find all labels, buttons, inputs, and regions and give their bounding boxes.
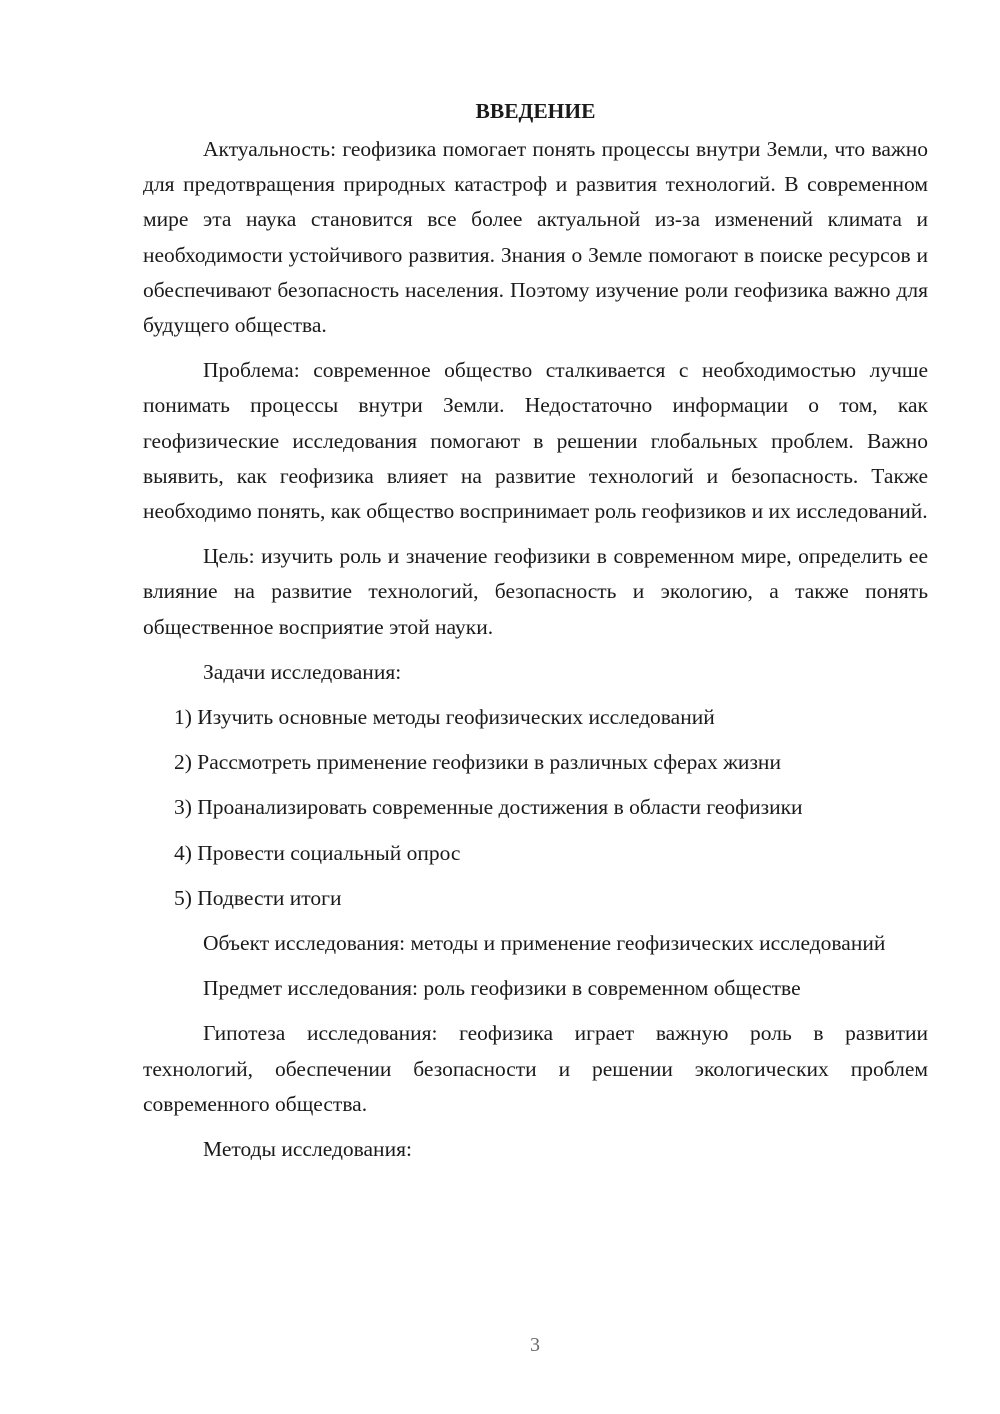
hypothesis-paragraph: Гипотеза исследования: геофизика играет важную роль в развитии технологий, обеспечении безопасности и решении экологических проблем современного общества. [143,1021,928,1116]
tasks-heading: Задачи исследования: [203,659,402,684]
task-item-5: 5) Подвести итоги [174,885,342,910]
task-item-2: 2) Рассмотреть применение геофизики в различных сферах жизни [174,750,781,775]
page-number: 3 [530,1334,540,1356]
task-item-3: 3) Проанализировать современные достижения в области геофизики [174,795,803,820]
tasks-list [143,700,928,916]
subject-paragraph: Предмет исследования: роль геофизики в современном обществе [203,976,801,1001]
section-title: ВВЕДЕНИЕ [475,99,596,123]
document-page [143,96,928,1177]
problem-paragraph: Проблема: современное общество сталкивается с необходимостью лучше понимать процессы внутри Земли. Недостаточно информации о том, как геофизические исследования помогают в решении глобальных проблем. Важно выявить, как геофизика влияет на развитие технологий и безопасность. Также необходимо понять, как общество воспринимает роль геофизиков и их исследований. [143,358,928,524]
relevance-paragraph: Актуальность: геофизика помогает понять процессы внутри Земли, что важно для предотвращения природных катастроф и развития технологий. В современном мире эта наука становится все более актуальной из-за изменений климата и необходимости устойчивого развития. Знания о Земле помогают в поиске ресурсов и обеспечивают безопасность населения. Поэтому изучение роли геофизика важно для будущего общества. [143,137,928,338]
methods-heading: Методы исследования: [203,1137,412,1162]
object-paragraph: Объект исследования: методы и применение геофизических исследований [203,931,886,956]
goal-paragraph: Цель: изучить роль и значение геофизики в современном мире, определить ее влияние на развитие технологий, безопасность и экологию, а также понять общественное восприятие этой науки. [143,544,928,639]
task-item-4: 4) Провести социальный опрос [174,840,461,865]
task-item-1: 1) Изучить основные методы геофизических исследований [174,705,715,730]
